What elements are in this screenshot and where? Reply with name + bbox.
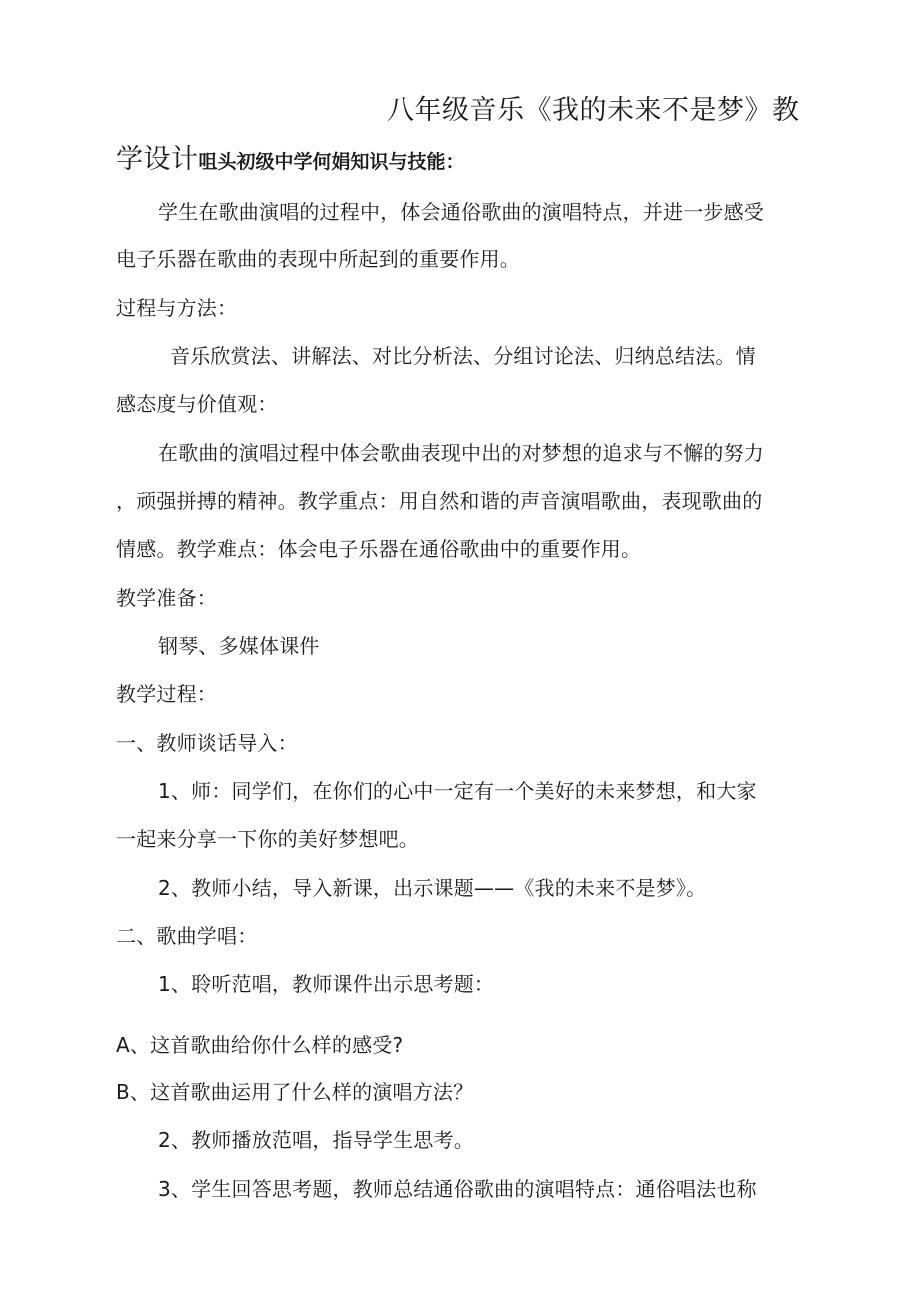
question-item: A、这首歌曲给你什么样的感受? (116, 1033, 404, 1057)
section-heading: 二、歌曲学唱： (116, 924, 258, 948)
paragraph-line: 情感。教学难点：体会电子乐器在通俗歌曲中的重要作用。 (116, 537, 642, 561)
paragraph-line: 电子乐器在歌曲的表现中所起到的重要作用。 (116, 247, 520, 271)
paragraph-line: 音乐欣赏法、讲解法、对比分析法、分组讨论法、归纳总结法。情 (170, 344, 756, 368)
paragraph-line: ，顽强拼搏的精神。教学重点：用自然和谐的声音演唱歌曲，表现歌曲的 (116, 489, 763, 513)
paragraph-line: 学生在歌曲演唱的过程中，体会通俗歌曲的演唱特点，并进一步感受 (158, 200, 764, 224)
section-heading: 感态度与价值观： (116, 392, 278, 416)
document-title-line2 (116, 143, 465, 179)
list-item: 1、师：同学们，在你们的心中一定有一个美好的未来梦想，和大家 (158, 779, 757, 803)
paragraph-line: 一起来分享一下你的美好梦想吧。 (116, 827, 419, 851)
paragraph-line: 钢琴、多媒体课件 (158, 634, 320, 658)
section-heading: 一、教师谈话导入： (116, 731, 298, 755)
section-heading: 过程与方法： (116, 296, 238, 320)
list-item: 3、学生回答思考题，教师总结通俗歌曲的演唱特点：通俗唱法也称 (158, 1177, 757, 1201)
document-title-continuation: 学设计 (116, 144, 199, 175)
list-item: 2、教师小结，导入新课，出示课题——《我的未来不是梦》。 (158, 876, 707, 900)
question-item: B、这首歌曲运用了什么样的演唱方法？ (116, 1080, 474, 1104)
author-and-section-heading: 咀头初级中学何娟知识与技能： (198, 151, 465, 173)
section-heading: 教学过程： (116, 682, 217, 706)
list-item: 1、聆听范唱，教师课件出示思考题： (158, 972, 495, 996)
section-heading: 教学准备： (116, 586, 217, 610)
paragraph-line: 在歌曲的演唱过程中体会歌曲表现中出的对梦想的追求与不懈的努力 (158, 441, 764, 465)
list-item: 2、教师播放范唱，指导学生思考。 (158, 1128, 474, 1152)
document-title-line1: 八年级音乐《我的未来不是梦》教 (387, 95, 800, 126)
